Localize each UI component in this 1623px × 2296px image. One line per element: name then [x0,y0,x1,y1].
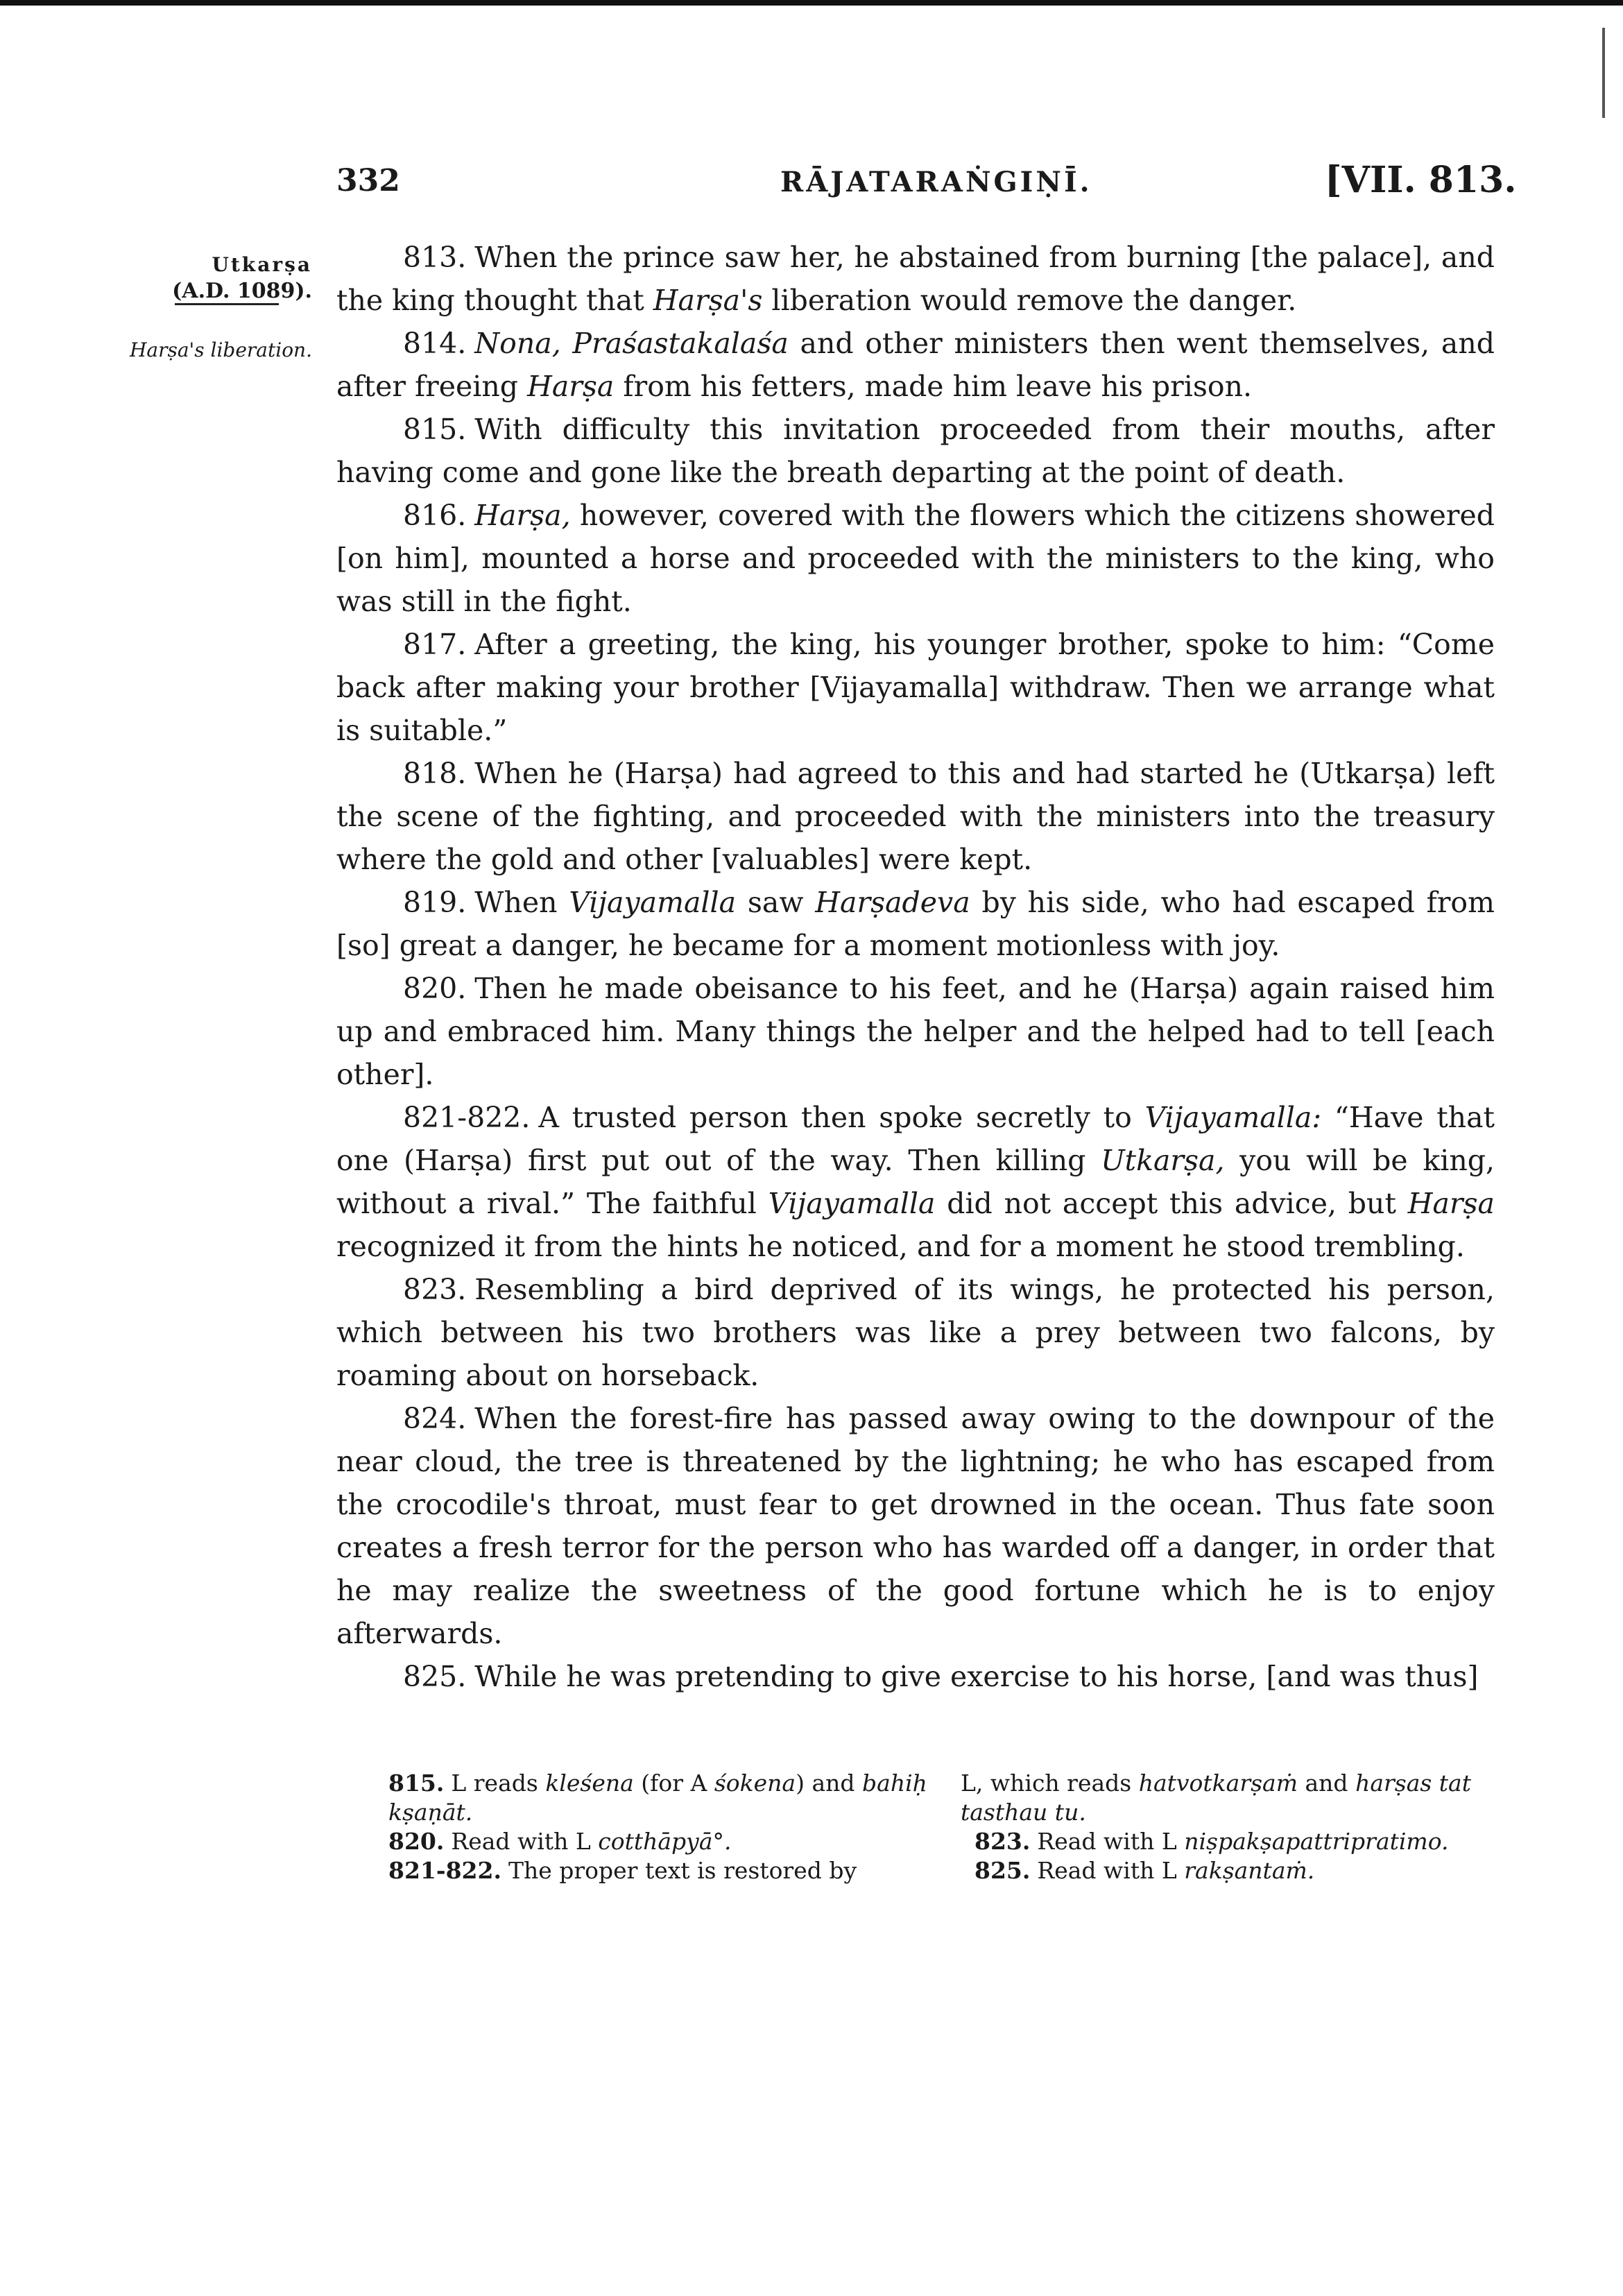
verse-number: 824. [403,1402,467,1435]
text-run: Resembling a bird deprived of its wings, he protected his person, which between his two brothers was like a prey between two falcons, by roaming about on horseback. [336,1273,1495,1392]
footnote [961,1769,1509,1827]
italic-text: rakṣantaṁ. [1184,1857,1315,1884]
verse [336,1397,1495,1655]
italic-text: Vijayamalla [768,1187,936,1220]
italic-text: Vijayamalla: [1144,1101,1322,1134]
text-run: ) and [796,1770,863,1797]
verse [336,623,1495,752]
footnote [375,1827,929,1856]
italic-text: Vijayamalla [569,886,737,919]
footnote [375,1769,929,1827]
text-run: did not accept this advice, but [935,1187,1408,1220]
text-run: by his side, who had escaped from [so] great a danger, he became for a moment motionless with joy. [336,886,1495,962]
text-run: Read with L [1037,1828,1185,1855]
italic-text: cotthāpyā°. [598,1828,732,1855]
italic-text: bahiḥ kṣaṇāt. [388,1770,927,1826]
verse-number: 823. [403,1273,467,1306]
text-run: Read with L [1037,1857,1185,1884]
text-run: saw [736,886,816,919]
text-run: “Have that one (Harṣa) first put out of the way. Then killing [336,1101,1495,1177]
verse-number: 819. [403,886,467,919]
verse [336,408,1495,494]
verse-number: 825. [403,1660,467,1693]
text-run: L reads [451,1770,546,1797]
margin-note-king [104,253,312,303]
text-run: Read with L [451,1828,599,1855]
italic-text: Harṣa, [474,499,571,532]
italic-text: Harṣa [527,370,615,403]
footnote [375,1856,929,1885]
italic-text: Utkarṣa, [1101,1144,1225,1177]
italic-text: Nona, Praśastakalaśa [474,327,789,360]
text-run: With difficulty this invitation proceeded from their mouths, after having come and gone like the breath departing at the point of death. [336,413,1495,489]
section-reference: [VII. 813. [1325,159,1517,201]
verse-text [336,236,1495,1698]
italic-text: Harṣa's [653,284,763,317]
text-run: When he (Harṣa) had agreed to this and had started he (Utkarṣa) left the scene of the fighting, and proceeded with the ministers into the treasury where the gold and other [valuables] were kept. [336,757,1495,876]
verse [336,322,1495,408]
margin-topic: Harṣa's liberation. [129,339,312,361]
text-run: and [1298,1770,1356,1797]
page-header [0,159,1623,212]
italic-text: śokena [714,1770,796,1797]
text-run: recognized it from the hints he noticed, and for a moment he stood trembling. [336,1230,1465,1263]
italic-text: Harṣa [1407,1187,1495,1220]
page-number: 332 [336,163,400,198]
footnote-number: 823. [974,1828,1031,1855]
text-run: and other ministers then went themselves, and after freeing [336,327,1495,403]
verse [336,494,1495,623]
verse [336,967,1495,1096]
text-run: from his fetters, made him leave his prison. [614,370,1253,403]
verse [336,752,1495,881]
italic-text: harṣas tat tasthau tu. [961,1770,1471,1826]
verse [336,1655,1495,1698]
verse-number: 820. [403,972,467,1005]
text-run: however, covered with the flowers which the citizens showered [on him], mounted a horse and proceeded with the ministers to the king, who was still in the fight. [336,499,1495,618]
italic-text: Harṣadeva [815,886,970,919]
text-run: The proper text is restored by [508,1857,857,1884]
italic-text: niṣpakṣapattripratimo. [1184,1828,1449,1855]
italic-text: hatvotkarṣaṁ [1138,1770,1298,1797]
verse-number: 813. [403,241,467,274]
margin-king-name: Utkarṣa [212,253,312,276]
footnote [961,1856,1509,1885]
text-run: When the prince saw her, he abstained from burning [the palace], and the king thought that [336,241,1495,317]
verse [336,236,1495,322]
verse-number: 818. [403,757,467,790]
text-run: After a greeting, the king, his younger brother, spoke to him: “Come back after making your brother [Vijayamalla] withdraw. Then we arrange what is suitable.” [336,628,1495,747]
text-run: When the forest-fire has passed away owing to the downpour of the near cloud, the tree is threatened by the lightning; he who has escaped from the crocodile's throat, must fear to get drowned in the ocean. Thus fate soon creates a fresh terror for the person who has warded off a danger, in order that he may realize the sweetness of the good fortune which he is to enjoy afterwards. [336,1402,1495,1650]
verse-number: 821-822. [403,1101,531,1134]
footnotes-left-column [375,1769,929,1885]
scan-mark [1602,28,1605,118]
verse [336,1268,1495,1397]
verse-number: 816. [403,499,467,532]
margin-note-topic [104,339,312,361]
scan-edge [0,0,1623,6]
text-run: liberation would remove the danger. [762,284,1297,317]
running-title: RĀJATARAṄGIṆĪ. [780,166,1092,198]
footnotes-right-column [961,1769,1509,1885]
footnote-number: 820. [388,1828,445,1855]
verse [336,881,1495,967]
text-run: While he was pretending to give exercise to his horse, [and was thus] [474,1660,1479,1693]
text-run: When [474,886,569,919]
verse-number: 817. [403,628,467,661]
footnote-number: 825. [974,1857,1031,1884]
text-run: (for A [633,1770,714,1797]
text-run: L, which reads [961,1770,1139,1797]
italic-text: kleśena [545,1770,634,1797]
text-run: A trusted person then spoke secretly to [538,1101,1145,1134]
footnote-number: 815. [388,1770,445,1797]
footnotes [375,1769,1509,1885]
text-run: you will be king, without a rival.” The faithful [336,1144,1495,1220]
verse [336,1096,1495,1268]
text-run: Then he made obeisance to his feet, and he (Harṣa) again raised him up and embraced him. Many things the helper and the helped had to tell [each other]. [336,972,1495,1091]
verse-number: 815. [403,413,467,446]
margin-rule [175,303,279,305]
margin-date: (A.D. 1089). [172,279,312,303]
footnote [961,1827,1509,1856]
footnote-number: 821-822. [388,1857,501,1884]
verse-number: 814. [403,327,467,360]
